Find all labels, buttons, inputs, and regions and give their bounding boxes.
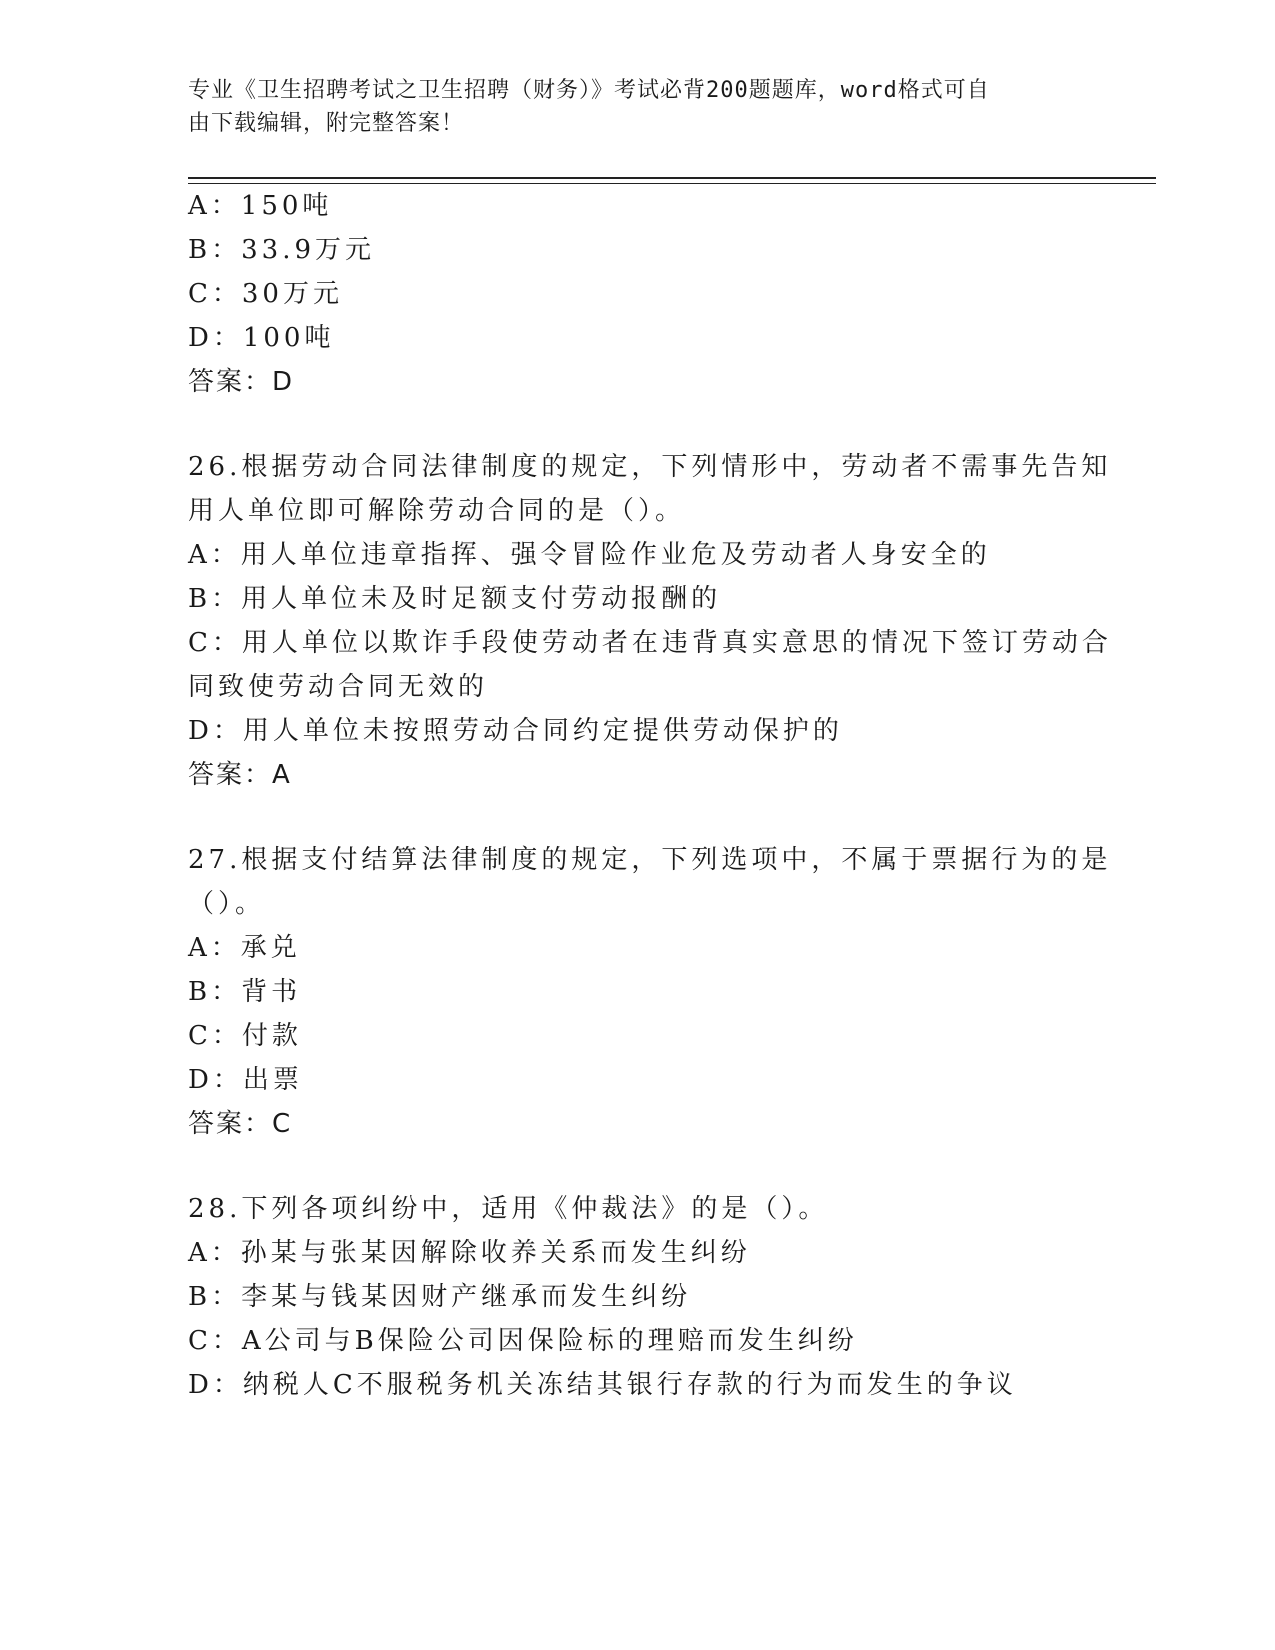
q27-option-d: D：出票 bbox=[188, 1065, 303, 1095]
q28-option-c: C：A公司与B保险公司因保险标的理赔而发生纠纷 bbox=[188, 1326, 858, 1356]
q25-option-d: D：100吨 bbox=[188, 323, 335, 353]
q26-option-c-line-2: 同致使劳动合同无效的 bbox=[188, 672, 489, 702]
q27-option-c: C：付款 bbox=[188, 1021, 302, 1051]
q26-answer: 答案：A bbox=[188, 760, 292, 790]
q26-stem-line-1: 26.根据劳动合同法律制度的规定，下列情形中，劳动者不需事先告知 bbox=[188, 452, 1112, 482]
q28-option-a: A：孙某与张某因解除收养关系而发生纠纷 bbox=[188, 1238, 751, 1268]
q27-answer: 答案：C bbox=[188, 1109, 293, 1139]
q26-option-b: B：用人单位未及时足额支付劳动报酬的 bbox=[188, 584, 722, 614]
q26-option-c-line-1: C：用人单位以欺诈手段使劳动者在违背真实意思的情况下签订劳动合 bbox=[188, 628, 1112, 658]
header-title-line-2: 由下载编辑，附完整答案！ bbox=[188, 111, 465, 136]
q26-option-d: D：用人单位未按照劳动合同约定提供劳动保护的 bbox=[188, 716, 843, 746]
q27-option-a: A：承兑 bbox=[188, 933, 301, 963]
document-header bbox=[188, 74, 1088, 140]
q25-answer: 答案：D bbox=[188, 367, 295, 397]
q27-stem-line-1: 27.根据支付结算法律制度的规定，下列选项中，不属于票据行为的是 bbox=[188, 845, 1112, 875]
header-divider-thin bbox=[188, 183, 1156, 184]
q25-option-a: A：150吨 bbox=[188, 191, 333, 221]
q27-stem-line-2: （）。 bbox=[188, 889, 266, 919]
q28-option-d: D：纳税人C不服税务机关冻结其银行存款的行为而发生的争议 bbox=[188, 1370, 1017, 1400]
q25-option-b: B：33.9万元 bbox=[188, 235, 375, 265]
q28-stem-line-1: 28.下列各项纠纷中，适用《仲裁法》的是（）。 bbox=[188, 1194, 829, 1224]
header-divider-thick bbox=[188, 177, 1156, 179]
header-title-line-1: 专业《卫生招聘考试之卫生招聘（财务）》考试必背200题题库，word格式可自 bbox=[188, 78, 990, 103]
q27-option-b: B：背书 bbox=[188, 977, 302, 1007]
q25-option-c: C：30万元 bbox=[188, 279, 343, 309]
q26-option-a: A：用人单位违章指挥、强令冒险作业危及劳动者人身安全的 bbox=[188, 540, 991, 570]
q26-stem-line-2: 用人单位即可解除劳动合同的是（）。 bbox=[188, 496, 686, 526]
q28-option-b: B：李某与钱某因财产继承而发生纠纷 bbox=[188, 1282, 692, 1312]
